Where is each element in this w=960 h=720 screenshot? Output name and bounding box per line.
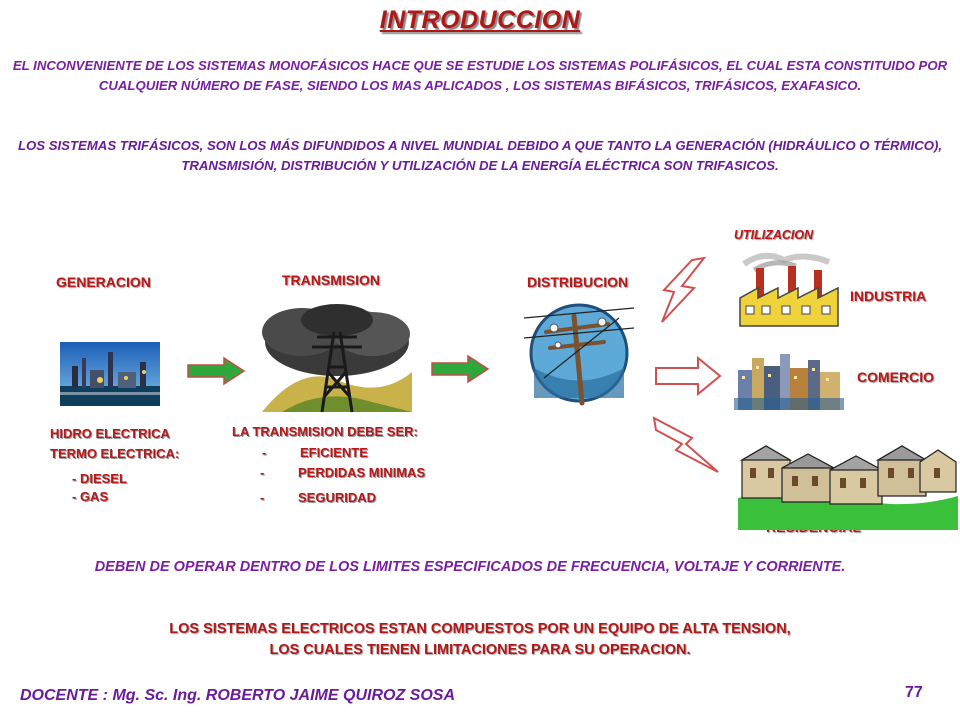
generacion-item-diesel: - DIESEL: [72, 471, 127, 486]
generacion-note-termo: TERMO ELECTRICA:: [50, 446, 180, 461]
generacion-note-hidro: HIDRO ELECTRICA: [50, 426, 170, 441]
page-title: INTRODUCCION: [379, 6, 581, 34]
transmision-item-dash-1: -: [262, 445, 267, 460]
distribution-pole-image: [524, 298, 634, 408]
composition-note-line2: LOS CUALES TIENEN LIMITACIONES PARA SU OPERACION.: [269, 642, 691, 658]
limits-note: DEBEN DE OPERAR DENTRO DE LOS LIMITES ESPECIFICADOS DE FRECUENCIA, VOLTAJE Y CORRIENTE.: [94, 559, 846, 575]
distribucion-label: DISTRIBUCION: [527, 274, 629, 290]
industry-factory-image: [734, 250, 844, 328]
arrow-gen-to-trans: [188, 358, 246, 384]
generacion-item-gas: - GAS: [72, 489, 109, 504]
transmision-item-perdidas: PERDIDAS MINIMAS: [298, 465, 426, 480]
transmission-tower-image: [262, 302, 412, 412]
comercio-label: COMERCIO: [857, 369, 934, 385]
lightning-bolt-icon-2: [652, 416, 722, 476]
generacion-label: GENERACION: [56, 274, 151, 290]
composition-note-line1: LOS SISTEMAS ELECTRICOS ESTAN COMPUESTOS POR UN EQUIPO DE ALTA TENSION,: [169, 621, 791, 637]
commerce-city-image: [734, 348, 844, 410]
arrow-trans-to-dist: [432, 356, 490, 382]
transmision-item-seguridad: SEGURIDAD: [298, 490, 377, 505]
intro-paragraph-1: EL INCONVENIENTE DE LOS SISTEMAS MONOFÁSICOS HACE QUE SE ESTUDIE LOS SISTEMAS POLIFÁSICOS, EL CUAL ESTA CONSTITUIDO POR CUALQUIER NÚMERO DE FASE, SIENDO LOS MAS APLICADOS , LOS SISTEMAS BIFÁSICOS, TRIFÁSICOS, EXAFASICO.: [12, 58, 948, 93]
industria-label: INDUSTRIA: [850, 288, 927, 304]
transmision-item-dash-2: -: [260, 465, 265, 480]
page-number: 77: [905, 684, 923, 701]
lightning-bolt-icon: [654, 256, 714, 326]
docente-footer: DOCENTE : Mg. Sc. Ing. ROBERTO JAIME QUIROZ SOSA: [20, 687, 455, 704]
arrow-outline-icon: [654, 356, 724, 396]
transmision-item-eficiente: EFICIENTE: [300, 445, 368, 460]
intro-paragraph-2: LOS SISTEMAS TRIFÁSICOS, SON LOS MÁS DIFUNDIDOS A NIVEL MUNDIAL DEBIDO A QUE TANTO LA GENERACIÓN (HIDRÁULICO O TÉRMICO), TRANSMISIÓN, DISTRIBUCIÓN Y UTILIZACIÓN DE LA ENERGÍA ELÉCTRICA SON TRIFASICOS.: [17, 138, 943, 173]
transmision-label: TRANSMISION: [282, 272, 380, 288]
transmision-note-heading: LA TRANSMISION DEBE SER:: [232, 424, 418, 439]
residential-houses-image: [738, 438, 958, 530]
generation-plant-image: [60, 342, 160, 406]
utilizacion-label: UTILIZACION: [734, 228, 814, 242]
transmision-item-dash-3: -: [260, 490, 265, 505]
